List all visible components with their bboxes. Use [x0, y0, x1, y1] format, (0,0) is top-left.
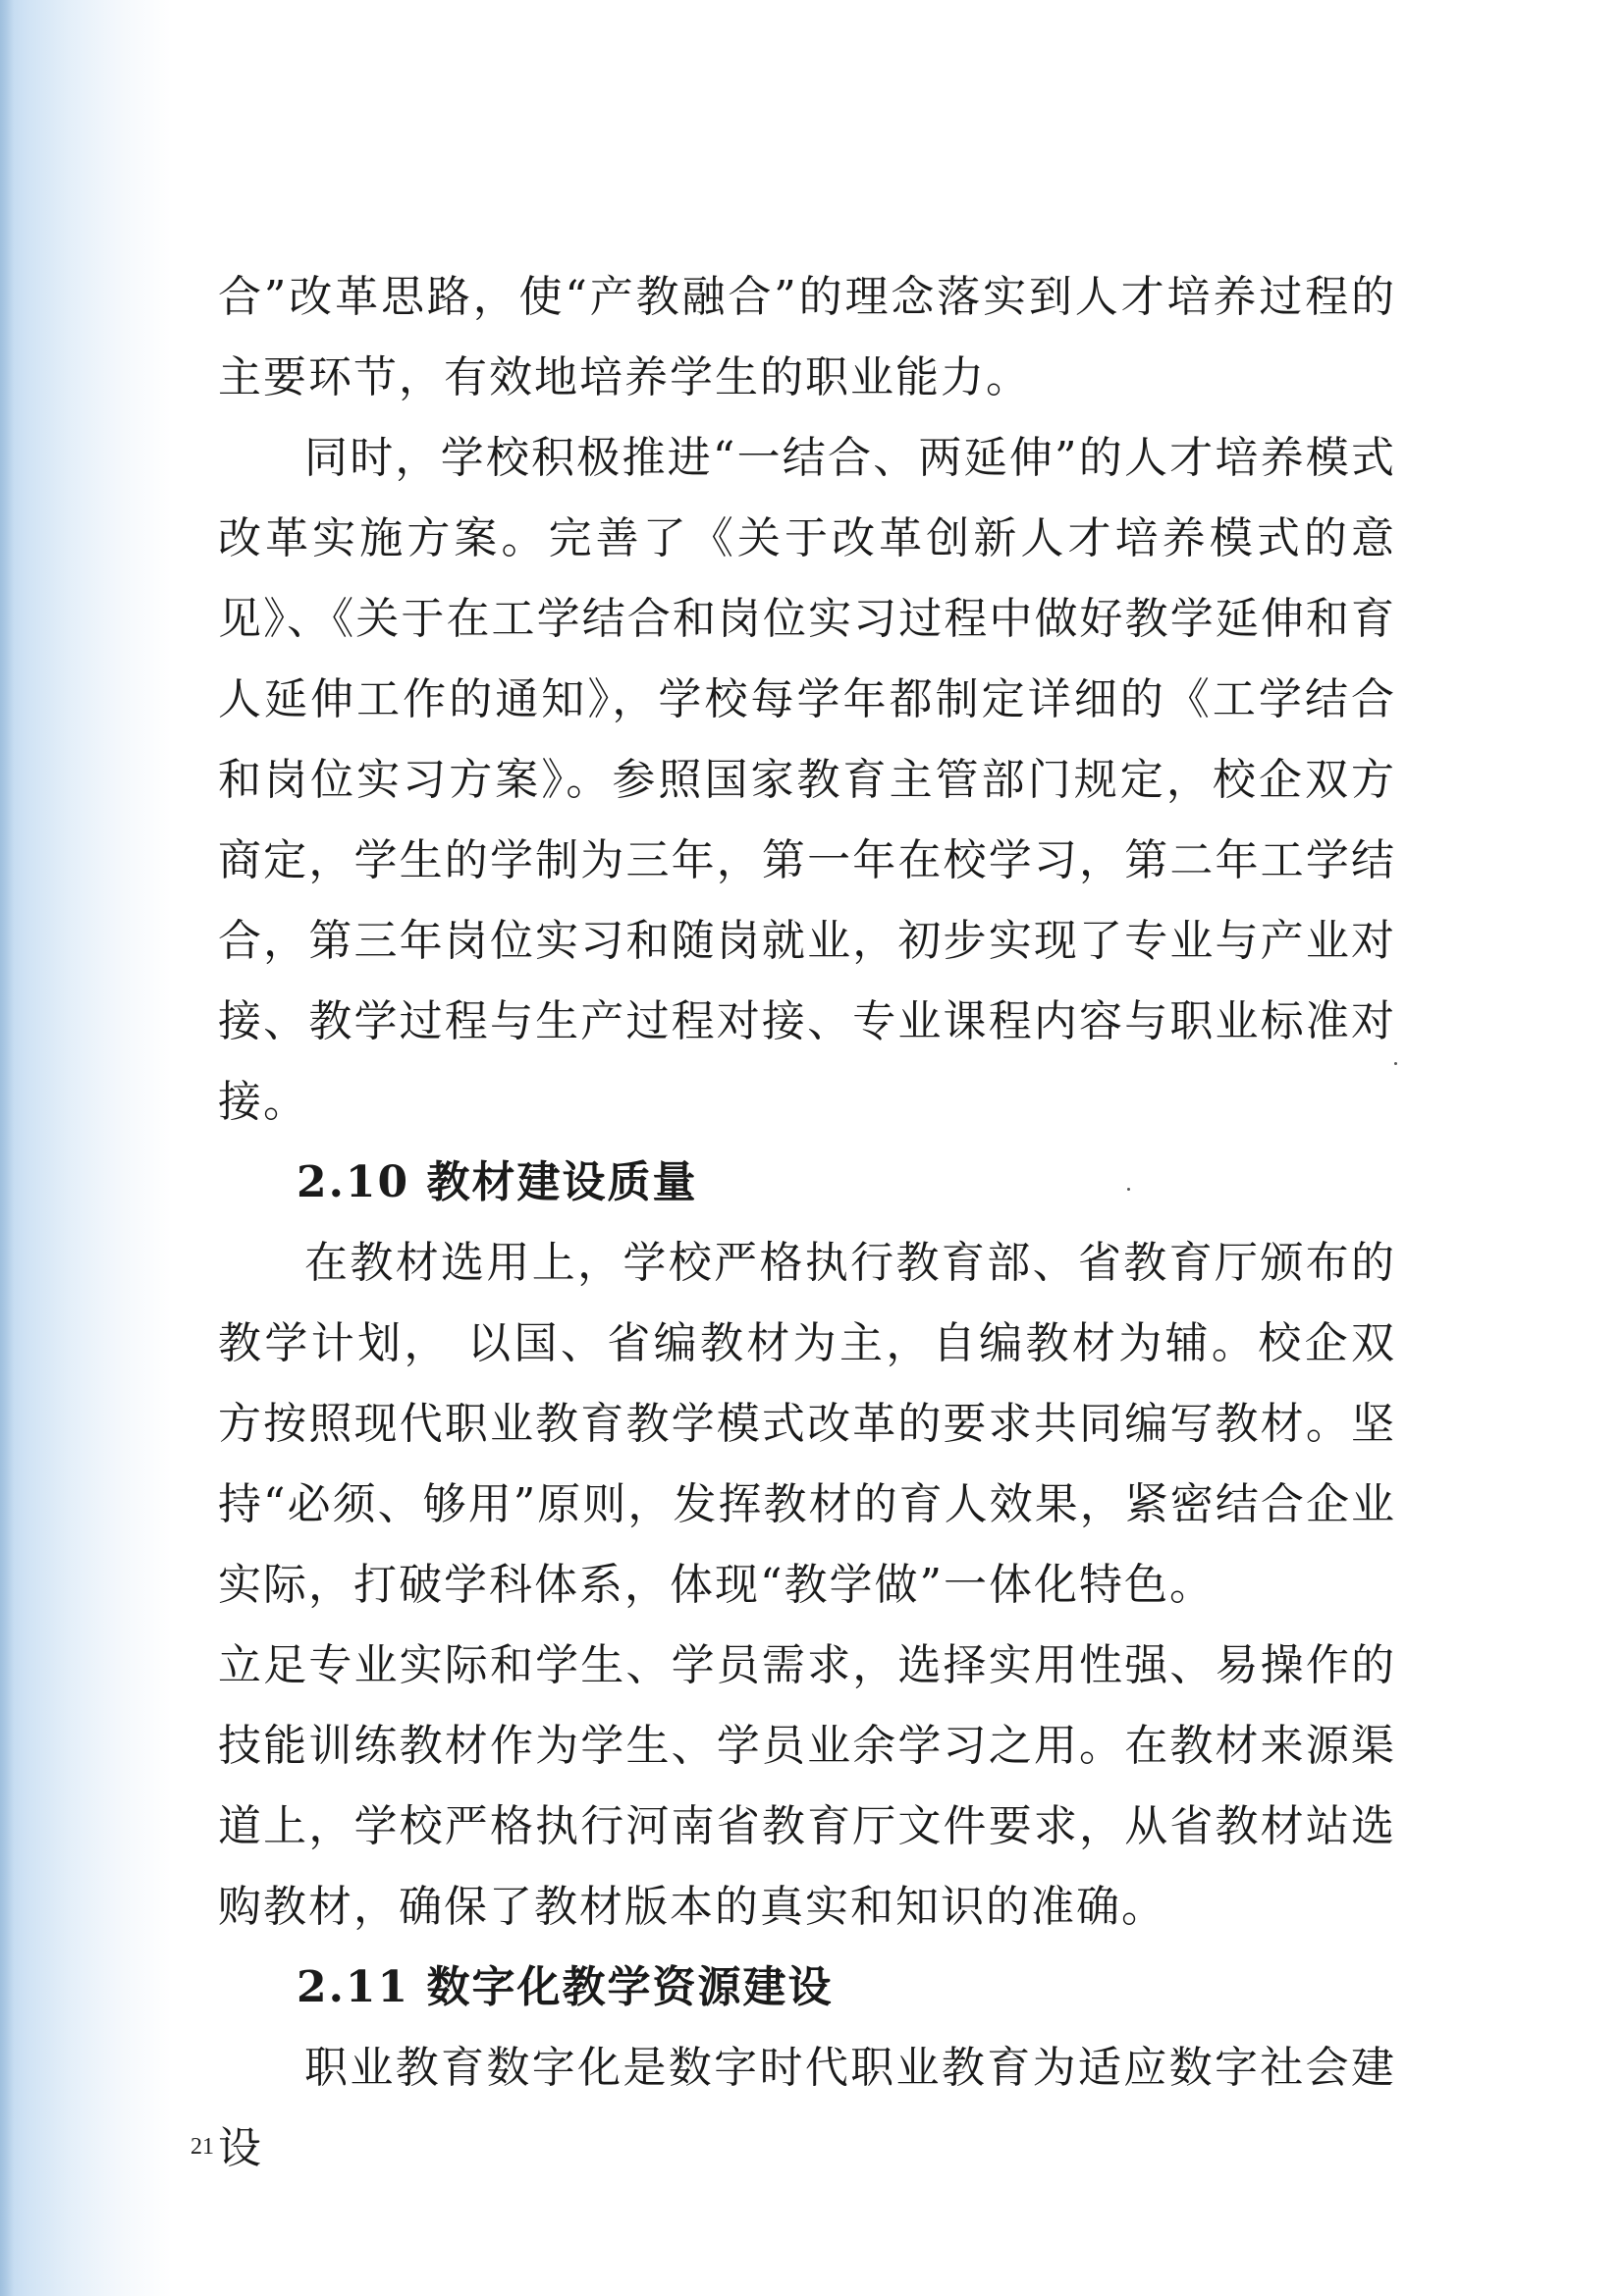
- scan-speck: [1394, 1062, 1397, 1065]
- page-edge-shadow: [0, 0, 14, 2296]
- paragraph-training-model: 同时，学校积极推进“一结合、两延伸”的人才培养模式改革实施方案。完善了《关于改革创新人才培养模式的意见》、《关于在工学结合和岗位实习过程中做好教学延伸和育人延伸工作的通知》，学校每学年都制定详细的《工学结合和岗位实习方案》。参照国家教育主管部门规定，校企双方商定，学生的学制为三年，第一年在校学习，第二年工学结合，第三年岗位实习和随岗就业，初步实现了专业与产业对接、教学过程与生产过程对接、专业课程内容与职业标准对接。: [218, 433, 1396, 1127]
- section-heading-2-11: 2.11 数字化教学资源建设: [297, 1962, 834, 2012]
- section-heading-2-10: 2.10 教材建设质量: [297, 1157, 698, 1207]
- paragraph-textbook-sourcing: 立足专业实际和学生、学员需求，选择实用性强、易操作的技能训练教材作为学生、学员业余学习之用。在教材来源渠道上，学校严格执行河南省教育厅文件要求，从省教材站选购教材，确保了教材版本的真实和知识的准确。: [218, 1640, 1396, 1932]
- paragraph-digital-resources: 职业教育数字化是数字时代职业教育为适应数字社会建设: [218, 2043, 1396, 2173]
- page-number: 21: [190, 2134, 214, 2160]
- page-content: [218, 257, 1396, 2189]
- paragraph-textbook-selection: 在教材选用上，学校严格执行教育部、省教育厅颁布的教学计划， 以国、省编教材为主，自编教材为辅。校企双方按照现代职业教育教学模式改革的要求共同编写教材。坚持“必须、够用”原则，发挥教材的育人效果，紧密结合企业实际，打破学科体系，体现“教学做”一体化特色。: [218, 1238, 1396, 1610]
- paragraph-continuation: 合”改革思路，使“产教融合”的理念落实到人才培养过程的主要环节，有效地培养学生的职业能力。: [218, 272, 1396, 402]
- scan-speck: [1127, 1188, 1130, 1191]
